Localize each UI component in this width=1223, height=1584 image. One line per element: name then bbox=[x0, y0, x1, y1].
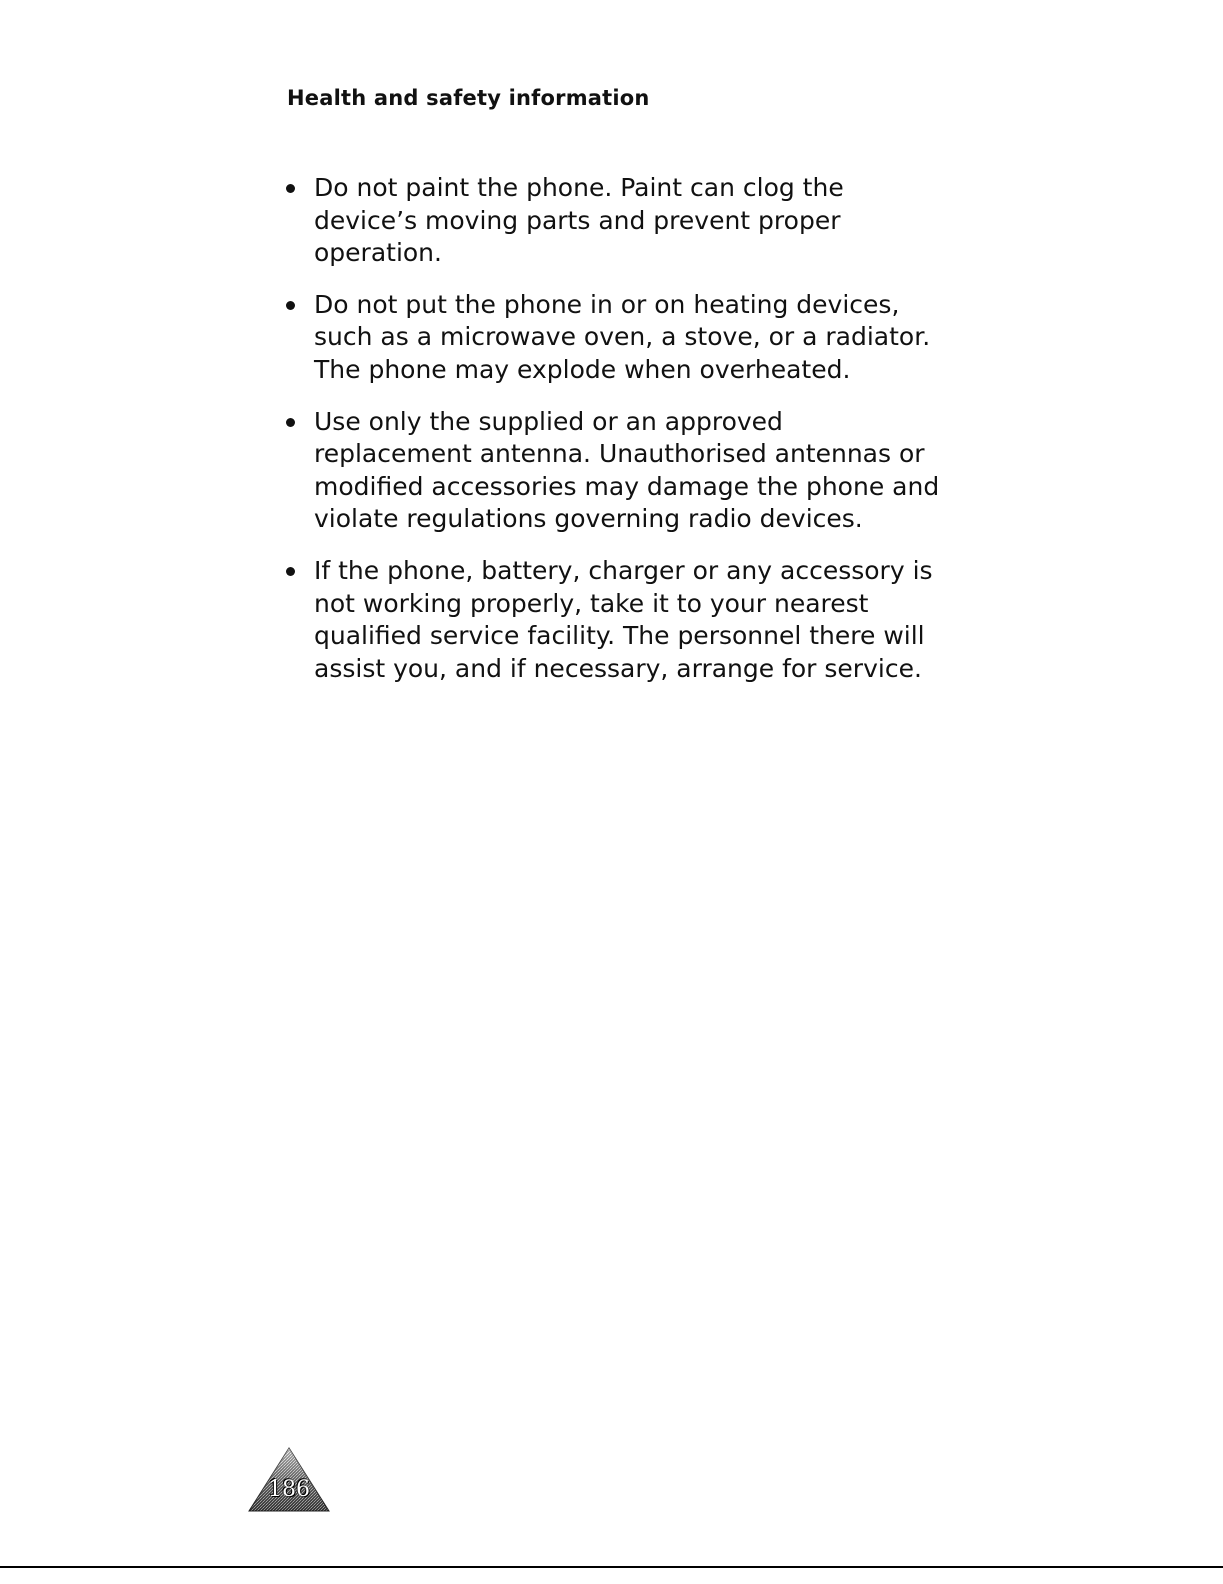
bullet-text-line: operation. bbox=[314, 238, 442, 268]
bullet-text-line: assist you, and if necessary, arrange for service. bbox=[314, 653, 922, 683]
bullet-text-line: device’s moving parts and prevent proper bbox=[314, 205, 841, 235]
bullet-dot-icon bbox=[286, 301, 295, 310]
bullet-item-3 bbox=[286, 406, 946, 536]
bullet-text-line: Do not put the phone in or on heating devices, bbox=[314, 289, 900, 319]
page-number: 186 bbox=[268, 1477, 310, 1502]
bullet-item-1 bbox=[286, 172, 946, 270]
page-header: Health and safety information bbox=[287, 86, 650, 110]
bullet-text-line: not working properly, take it to your nearest bbox=[314, 588, 869, 618]
bullet-text-line: The phone may explode when overheated. bbox=[314, 354, 851, 384]
bullet-item-2 bbox=[286, 289, 946, 387]
safety-bullet-list bbox=[286, 172, 946, 704]
bullet-text-line: Use only the supplied or an approved bbox=[314, 406, 783, 436]
bullet-text-line: such as a microwave oven, a stove, or a radiator. bbox=[314, 322, 931, 352]
bullet-dot-icon bbox=[286, 184, 295, 193]
bullet-text-line: modified accessories may damage the phone and bbox=[314, 471, 940, 501]
bullet-text-line: Do not paint the phone. Paint can clog the bbox=[314, 173, 844, 202]
bullet-dot-icon bbox=[286, 418, 295, 427]
bottom-rule bbox=[0, 1566, 1223, 1568]
bullet-text-line: If the phone, battery, charger or any accessory is bbox=[314, 555, 933, 585]
bullet-item-4 bbox=[286, 555, 946, 685]
bullet-text-line: replacement antenna. Unauthorised antennas or bbox=[314, 439, 925, 469]
bullet-text-line: qualified service facility. The personnel there will bbox=[314, 621, 925, 651]
bullet-dot-icon bbox=[286, 567, 295, 576]
bullet-text-line: violate regulations governing radio devices. bbox=[314, 504, 863, 534]
page-number-badge bbox=[248, 1447, 330, 1513]
